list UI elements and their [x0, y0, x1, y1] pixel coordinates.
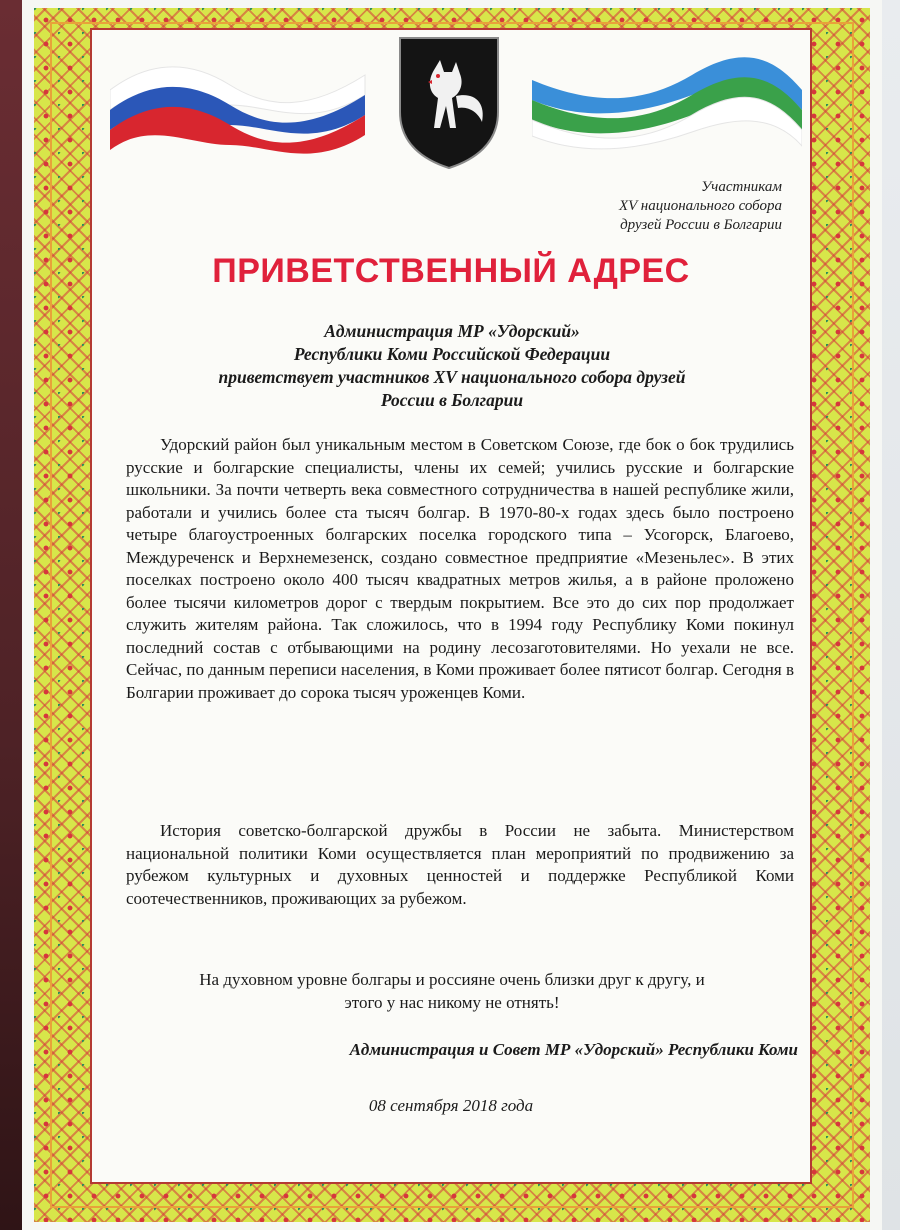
subheading — [132, 320, 772, 412]
russian-flag-ribbon-icon — [110, 50, 370, 160]
subheading-line: приветствует участников XV национального собора друзей — [218, 367, 686, 387]
signature: Администрация и Совет МР «Удорский» Республики Коми — [349, 1040, 798, 1059]
coat-of-arms-icon — [394, 32, 504, 172]
closing-statement — [132, 968, 772, 1014]
addressee-line: друзей России в Болгарии — [620, 217, 782, 233]
subheading-line: Республики Коми Российской Федерации — [293, 344, 611, 364]
document-title: ПРИВЕТСТВЕННЫЙ АДРЕС — [212, 252, 690, 290]
komi-flag-ribbon-icon — [532, 50, 802, 160]
closing-line: этого у нас никому не отнять! — [344, 993, 560, 1012]
body-paragraph-2: История советско-болгарской дружбы в России не забыта. Министерством национальной политики Коми осуществляется план мероприятий по продвижению за рубежом культурных и духовных ценностей и поддержке Республикой Коми соотечественников, проживающих за рубежом. — [126, 821, 794, 908]
subheading-line: России в Болгарии — [380, 390, 524, 410]
document-date: 08 сентября 2018 года — [368, 1096, 534, 1115]
addressee-line: XV национального собора — [618, 198, 782, 214]
body-paragraph-1: Удорский район был уникальным местом в Советском Союзе, где бок о бок трудились русские и болгарские специалисты, члены их семей; учились русские и болгарские школьники. За почти четверть века совместного сотрудничества в нашей республике жили, работали и учились более ста тысяч болгар. В 1970-80-х годах здесь было построено четыре благоустроенных болгарских поселка городского типа – Усогорск, Благоево, Междуреченск и Верхнемезенск, создано совместное предприятие «Мезеньлес». В этих поселках построено около 400 тысяч квадратных метров жилья, а в районе проложено более тысячи километров дорог с твердым покрытием. Все это до сих пор продолжает служить жителям района. Так сложилось, что в 1994 году Республику Коми покинул последний состав с отбывающими на родину лесозаготовителями. Но уехали не все. Сейчас, по данным переписи населения, в Коми проживает более пятисот болгар. Сегодня в Болгарии проживает до сорока тысяч уроженцев Коми. — [126, 435, 794, 702]
addressee-block — [522, 178, 782, 235]
document-body — [92, 30, 810, 1182]
closing-line: На духовном уровне болгары и россияне очень близки друг к другу, и — [199, 970, 705, 989]
addressee-line: Участникам — [701, 179, 782, 195]
subheading-line: Администрация МР «Удорский» — [324, 321, 580, 341]
